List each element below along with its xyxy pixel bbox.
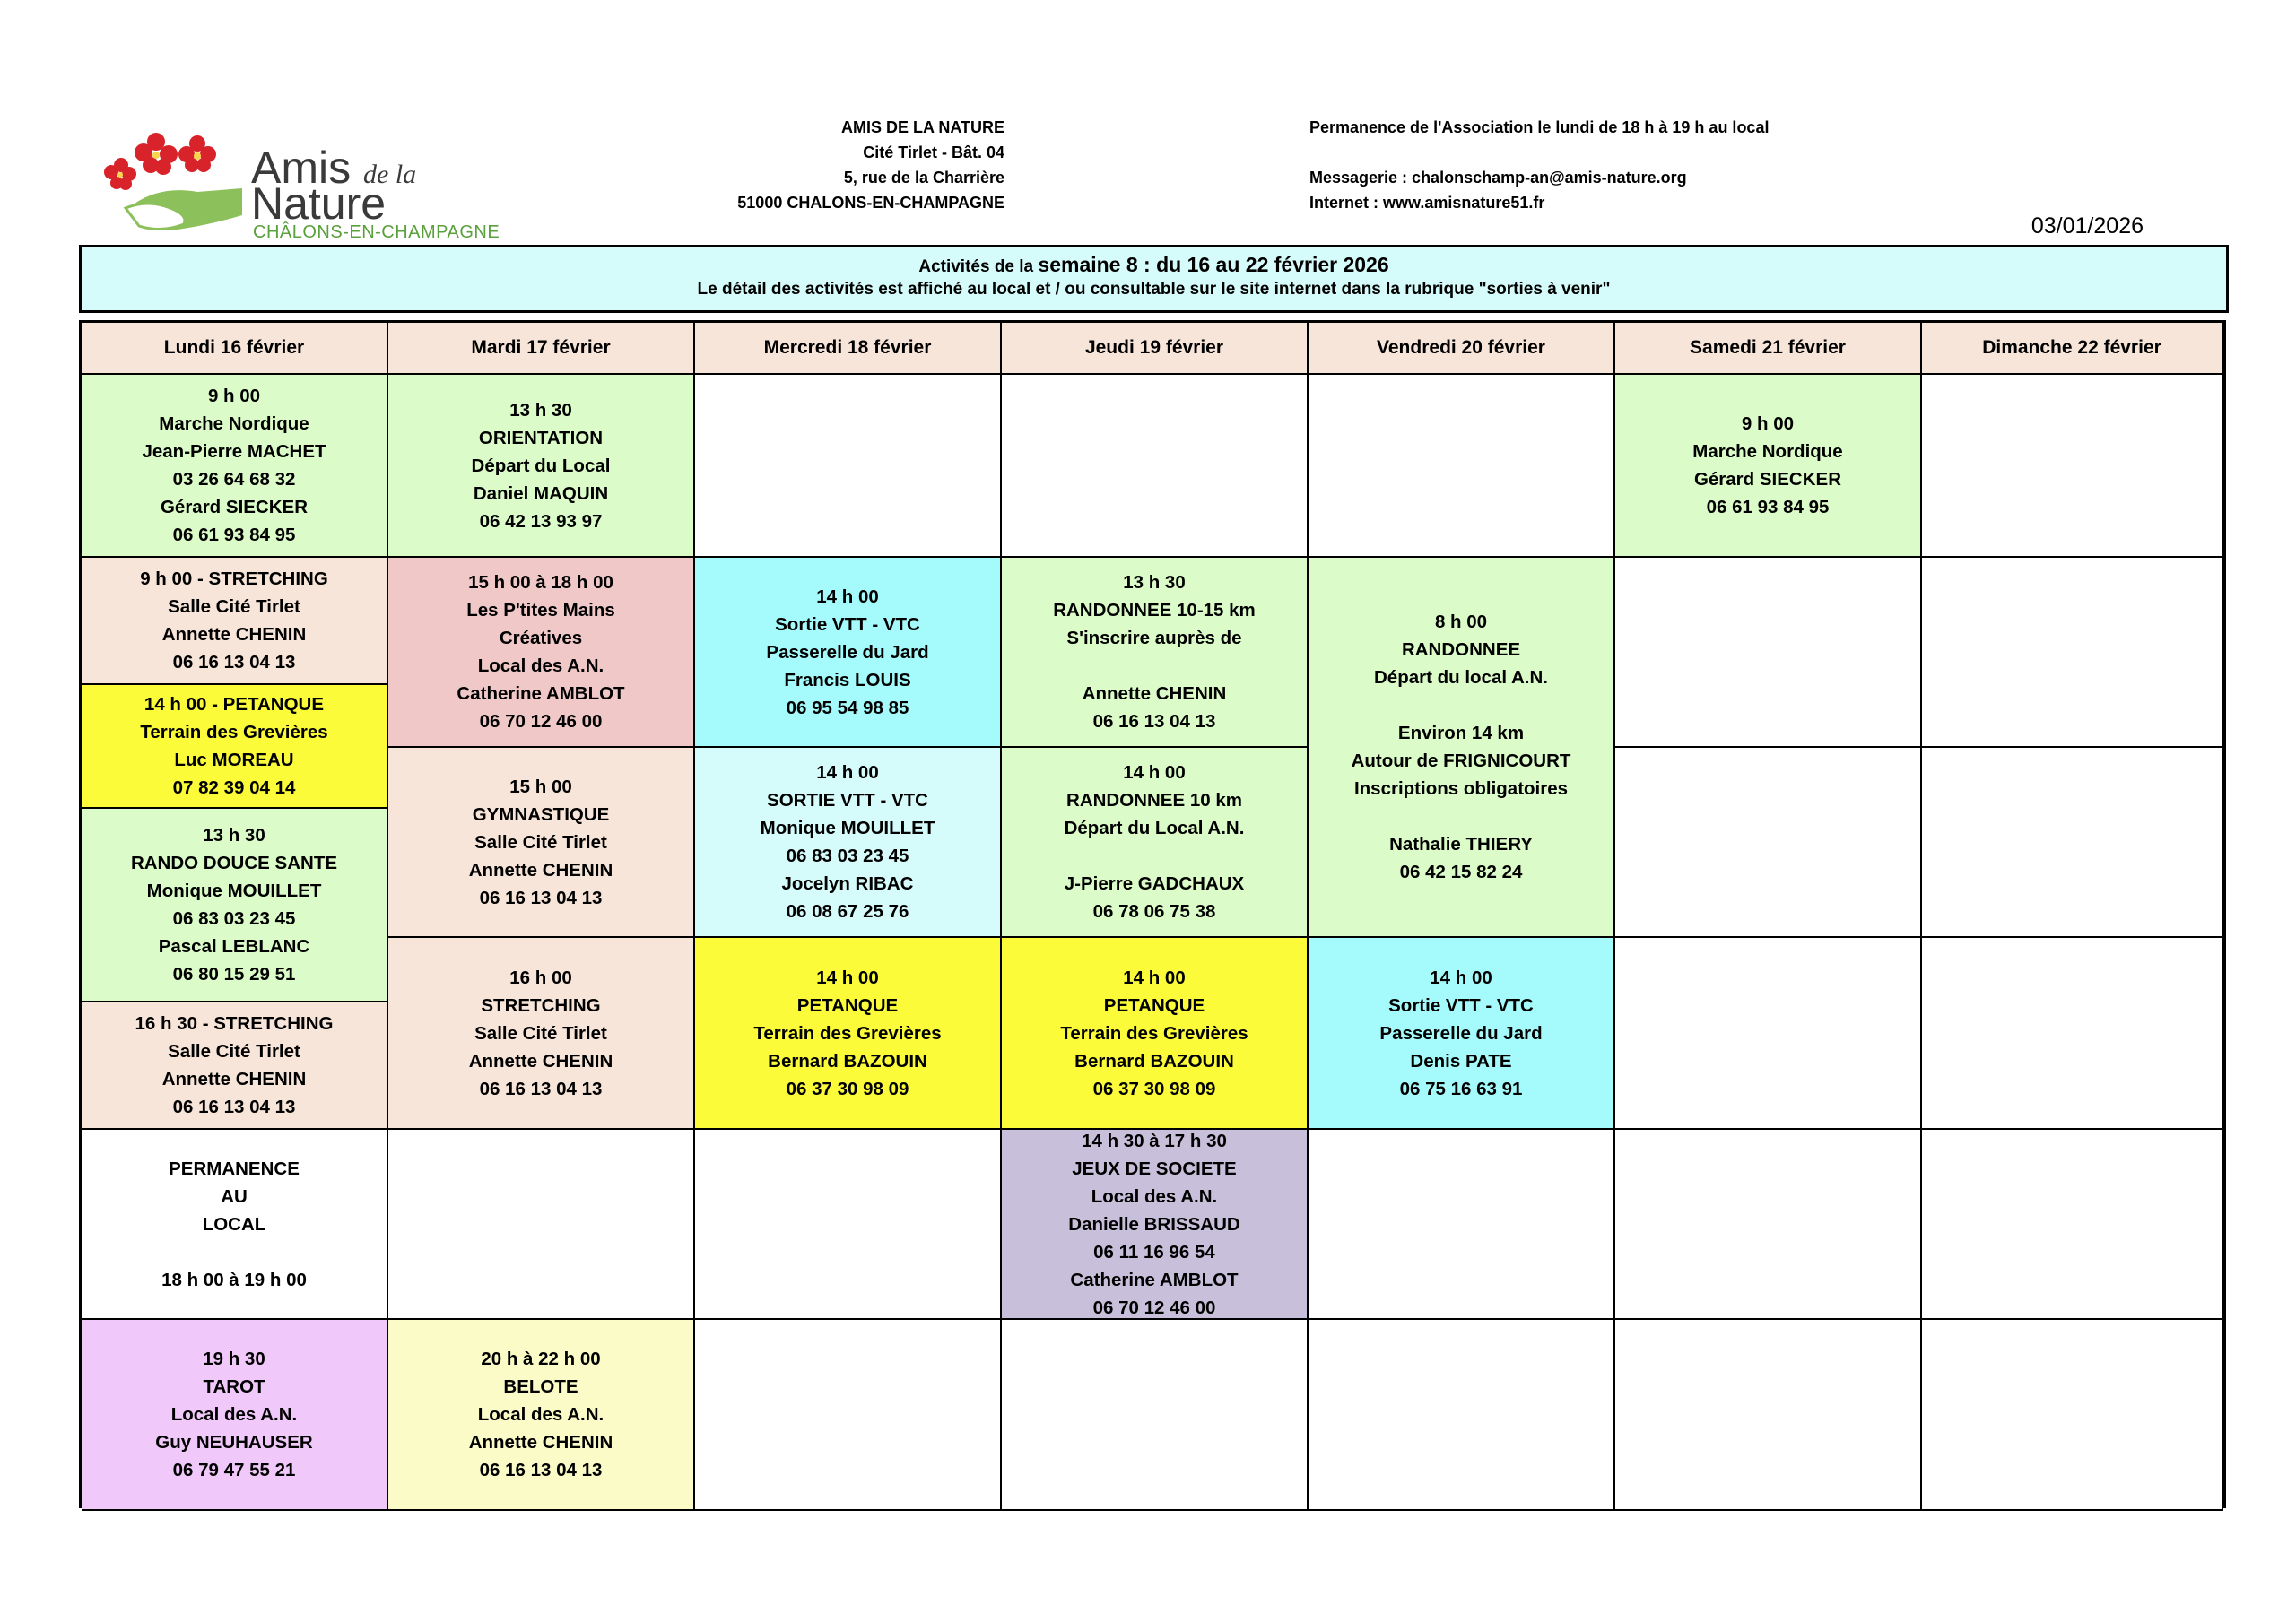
activity-cell xyxy=(82,558,388,685)
org-street: 5, rue de la Charrière xyxy=(843,169,1004,187)
activity-text: 14 h 00 - PETANQUE Terrain des Grevières Luc MOREAU 07 82 39 04 14 xyxy=(140,694,328,798)
activities-grid xyxy=(82,323,2223,1506)
activity-text: 15 h 00 GYMNASTIQUE Salle Cité Tirlet Annette CHENIN 06 16 13 04 13 xyxy=(468,776,613,908)
activity-cell xyxy=(1615,375,1922,558)
logo-line1: Amis de la xyxy=(251,143,417,193)
week-title-box xyxy=(79,245,2229,313)
empty-cell xyxy=(1922,938,2223,1130)
activity-cell xyxy=(82,1320,388,1511)
empty-cell xyxy=(1922,558,2223,748)
logo-line3: CHÂLONS-EN-CHAMPAGNE xyxy=(253,222,500,242)
activity-text: 8 h 00 RANDONNEE Départ du local A.N. Environ 14 km Autour de FRIGNICOURT Inscriptions obligatoires Nathalie THIERY 06 42 15 82 24 xyxy=(1351,612,1571,882)
internet-text: Internet : www.amisnature51.fr xyxy=(1309,194,1545,212)
activity-cell xyxy=(1002,1130,1309,1320)
permanence-text: Permanence de l'Association le lundi de 18 h à 19 h au local xyxy=(1309,118,1770,136)
activity-text: 14 h 00 PETANQUE Terrain des Grevières Bernard BAZOUIN 06 37 30 98 09 xyxy=(753,967,942,1099)
empty-cell xyxy=(1309,1320,1615,1511)
empty-cell xyxy=(1309,1130,1615,1320)
empty-cell xyxy=(1002,1320,1309,1511)
empty-cell xyxy=(1615,1320,1922,1511)
activity-cell xyxy=(1309,938,1615,1130)
empty-cell xyxy=(1922,748,2223,938)
activity-cell xyxy=(695,748,1002,938)
activity-text: 14 h 30 à 17 h 30 JEUX DE SOCIETE Local des A.N. Danielle BRISSAUD 06 11 16 96 54 Catherine AMBLOT 06 70 12 46 00 xyxy=(1068,1130,1240,1318)
activity-text: 13 h 30 RANDONNEE 10-15 km S'inscrire auprès de Annette CHENIN 06 16 13 04 13 xyxy=(1053,572,1256,732)
activities-table xyxy=(79,320,2226,1508)
organisation-address xyxy=(682,115,1004,215)
activity-text: 14 h 00 PETANQUE Terrain des Grevières Bernard BAZOUIN 06 37 30 98 09 xyxy=(1060,967,1248,1099)
org-name: AMIS DE LA NATURE xyxy=(841,118,1004,136)
activity-text: 9 h 00 Marche Nordique Gérard SIECKER 06 61 93 84 95 xyxy=(1692,413,1843,517)
activity-cell xyxy=(388,375,695,558)
activity-cell xyxy=(388,748,695,938)
activity-cell xyxy=(695,938,1002,1130)
activity-text: 16 h 00 STRETCHING Salle Cité Tirlet Annette CHENIN 06 16 13 04 13 xyxy=(468,967,613,1099)
empty-cell xyxy=(388,1130,695,1320)
activity-cell xyxy=(1002,558,1309,748)
activity-cell xyxy=(388,938,695,1130)
activity-text: 14 h 00 RANDONNEE 10 km Départ du Local A.N. J-Pierre GADCHAUX 06 78 06 75 38 xyxy=(1064,762,1245,922)
empty-cell xyxy=(1002,375,1309,558)
day-header-4: Vendredi 20 février xyxy=(1309,323,1615,375)
activity-cell xyxy=(82,1002,388,1130)
activity-text: 19 h 30 TAROT Local des A.N. Guy NEUHAUSER 06 79 47 55 21 xyxy=(155,1349,313,1480)
empty-cell xyxy=(1615,1130,1922,1320)
activity-cell xyxy=(82,375,388,558)
activity-cell xyxy=(388,558,695,748)
activity-text: 9 h 00 - STRETCHING Salle Cité Tirlet Annette CHENIN 06 16 13 04 13 xyxy=(140,568,328,673)
activity-cell xyxy=(82,809,388,1002)
day-header-1: Mardi 17 février xyxy=(388,323,695,375)
contact-info xyxy=(1309,115,1937,215)
empty-cell xyxy=(1615,748,1922,938)
activity-text: 15 h 00 à 18 h 00 Les P'tites Mains Créatives Local des A.N. Catherine AMBLOT 06 70 12 46 00 xyxy=(457,572,625,732)
activity-text: 13 h 30 ORIENTATION Départ du Local Daniel MAQUIN 06 42 13 93 97 xyxy=(471,399,611,532)
activity-text: 16 h 30 - STRETCHING Salle Cité Tirlet Annette CHENIN 06 16 13 04 13 xyxy=(135,1013,334,1117)
activity-text: 9 h 00 Marche Nordique Jean-Pierre MACHET 03 26 64 68 32 Gérard SIECKER 06 61 93 84 95 xyxy=(142,386,326,545)
activity-cell xyxy=(1002,938,1309,1130)
activity-cell xyxy=(1002,748,1309,938)
empty-cell xyxy=(1922,375,2223,558)
day-header-6: Dimanche 22 février xyxy=(1922,323,2223,375)
activity-text: 20 h à 22 h 00 BELOTE Local des A.N. Annette CHENIN 06 16 13 04 13 xyxy=(468,1349,613,1480)
activity-cell xyxy=(695,558,1002,748)
day-header-2: Mercredi 18 février xyxy=(695,323,1002,375)
activity-text: 14 h 00 SORTIE VTT - VTC Monique MOUILLET 06 83 03 23 45 Jocelyn RIBAC 06 08 67 25 76 xyxy=(760,762,935,922)
empty-cell xyxy=(695,375,1002,558)
empty-cell xyxy=(1615,938,1922,1130)
day-header-3: Jeudi 19 février xyxy=(1002,323,1309,375)
flowers-handshake-icon xyxy=(99,118,251,244)
day-header-0: Lundi 16 février xyxy=(82,323,388,375)
activity-cell xyxy=(82,1130,388,1320)
activity-text: 14 h 00 Sortie VTT - VTC Passerelle du Jard Francis LOUIS 06 95 54 98 85 xyxy=(766,586,929,718)
empty-cell xyxy=(1922,1320,2223,1511)
messagerie-text: Messagerie : chalonschamp-an@amis-nature.org xyxy=(1309,169,1687,187)
logo xyxy=(99,118,547,244)
empty-cell xyxy=(695,1130,1002,1320)
empty-cell xyxy=(1309,375,1615,558)
org-city: 51000 CHALONS-EN-CHAMPAGNE xyxy=(737,194,1004,212)
logo-line2: Nature xyxy=(251,178,387,229)
activity-text: 13 h 30 RANDO DOUCE SANTE Monique MOUILLET 06 83 03 23 45 Pascal LEBLANC 06 80 15 29 51 xyxy=(130,825,338,985)
empty-cell xyxy=(1615,558,1922,748)
day-header-5: Samedi 21 février xyxy=(1615,323,1922,375)
activity-cell xyxy=(82,685,388,809)
week-title-prefix: Activités de la xyxy=(918,257,1034,276)
spacer xyxy=(1309,140,1937,165)
activity-text: PERMANENCE AU LOCAL 18 h 00 à 19 h 00 xyxy=(161,1158,307,1290)
org-building: Cité Tirlet - Bât. 04 xyxy=(863,143,1004,161)
activity-text: 14 h 00 Sortie VTT - VTC Passerelle du Jard Denis PATE 06 75 16 63 91 xyxy=(1379,967,1543,1099)
week-title-range: semaine 8 : du 16 au 22 février 2026 xyxy=(1038,253,1389,276)
activity-cell xyxy=(1309,558,1615,938)
week-subtitle: Le détail des activités est affiché au local et / ou consultable sur le site internet dans la rubrique "sorties à venir" xyxy=(697,280,1611,299)
document-date: 03/01/2026 xyxy=(2031,213,2144,239)
activity-cell xyxy=(388,1320,695,1511)
empty-cell xyxy=(1922,1130,2223,1320)
empty-cell xyxy=(695,1320,1002,1511)
week-title xyxy=(82,253,2226,277)
